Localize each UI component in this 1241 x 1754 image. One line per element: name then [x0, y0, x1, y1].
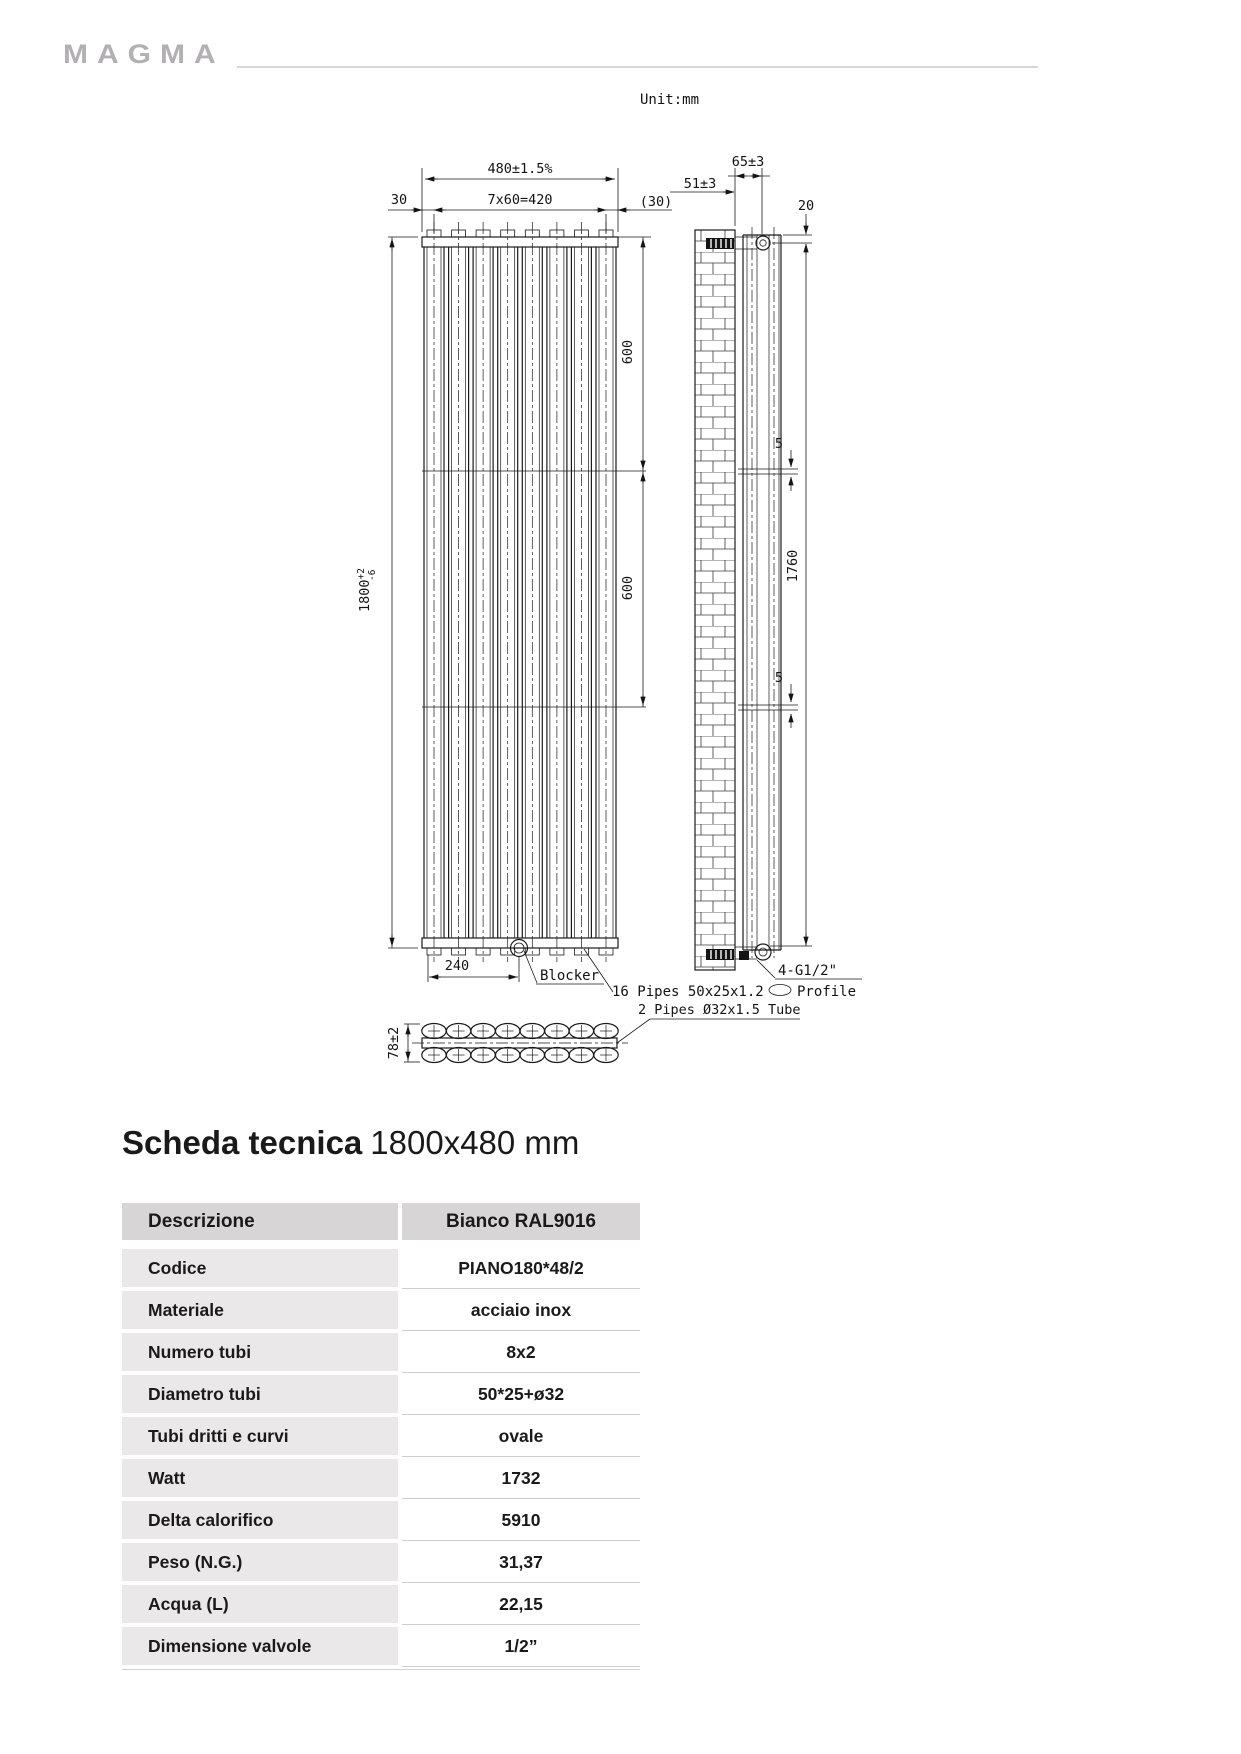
table-row [122, 1501, 640, 1543]
spec-value: 50*25+ø32 [402, 1375, 640, 1415]
table-row [122, 1543, 640, 1585]
oval-profile-icon [769, 985, 791, 996]
pipes-tube-label: 2 Pipes Ø32x1.5 Tube [638, 1002, 801, 1018]
top-bracket [706, 236, 770, 250]
table-header-row [122, 1203, 640, 1249]
dim-wall-front-label: 65±3 [731, 154, 765, 170]
table-row [122, 1375, 640, 1417]
table-row [122, 1459, 640, 1501]
dim-height-label: $1800^{+2}-6$ [356, 568, 378, 612]
dim-margin-left-label: 30 [390, 192, 408, 208]
connection-thread-label: 4-G1/2" [778, 963, 838, 979]
table-row [122, 1417, 640, 1459]
table-row [122, 1627, 640, 1669]
spec-label: Delta calorifico [122, 1501, 398, 1539]
spec-value: PIANO180*48/2 [402, 1249, 640, 1289]
spec-table [122, 1203, 640, 1670]
spec-label: Acqua (L) [122, 1585, 398, 1623]
table-row [122, 1333, 640, 1375]
unit-label: Unit:mm [640, 92, 700, 108]
spec-value: 1732 [402, 1459, 640, 1499]
wall-section [695, 230, 735, 970]
spec-label: Tubi dritti e curvi [122, 1417, 398, 1455]
dim-width-label: 480±1.5% [487, 161, 553, 177]
table-row [122, 1291, 640, 1333]
table-header-description: Descrizione [122, 1203, 398, 1240]
spec-label: Diametro tubi [122, 1375, 398, 1413]
dim-bracket-span-label: 1760 [785, 549, 801, 583]
dim-gap-b-label: 5 [774, 670, 784, 686]
blocker-label: Blocker [540, 968, 600, 984]
side-view [695, 227, 798, 970]
spec-label: Numero tubi [122, 1333, 398, 1371]
spec-value: 31,37 [402, 1543, 640, 1583]
dim-conn-pitch-label: 240 [444, 958, 470, 974]
dim-seg-b-label: 600 [620, 575, 636, 601]
pipes-profile-label: 16 Pipes 50x25x1.2 [612, 984, 764, 1000]
spec-value: ovale [402, 1417, 640, 1457]
brand-logo: MAGMA [63, 40, 225, 70]
spec-label: Materiale [122, 1291, 398, 1329]
spec-value: acciaio inox [402, 1291, 640, 1331]
pipes-profile-suffix-label: Profile [797, 984, 857, 1000]
spec-label: Dimensione valvole [122, 1627, 398, 1665]
dim-gap-a-label: 5 [774, 436, 784, 452]
spec-value: 8x2 [402, 1333, 640, 1373]
spec-value: 5910 [402, 1501, 640, 1541]
spec-label: Peso (N.G.) [122, 1543, 398, 1581]
table-row [122, 1249, 640, 1291]
table-bottom-border [122, 1669, 640, 1670]
dim-top-offset-label: 20 [797, 198, 815, 214]
cross-section [386, 1024, 628, 1063]
dim-seg-a-label: 600 [620, 339, 636, 365]
dim-pitch-label: 7x60=420 [487, 192, 553, 208]
page-title-size: 1800x480 mm [370, 1124, 580, 1161]
table-header-color: Bianco RAL9016 [402, 1203, 640, 1240]
spec-label: Codice [122, 1249, 398, 1287]
page-title [122, 1124, 579, 1162]
spec-value: 22,15 [402, 1585, 640, 1625]
page-title-main: Scheda tecnica [122, 1124, 363, 1161]
dim-margin-right-label: (30) [639, 194, 673, 210]
dim-wall-back-label: 51±3 [683, 176, 717, 192]
dim-depth-label: 78±2 [386, 1026, 402, 1060]
spec-value: 1/2” [402, 1627, 640, 1667]
table-row [122, 1585, 640, 1627]
spec-label: Watt [122, 1459, 398, 1497]
front-view [422, 222, 646, 962]
